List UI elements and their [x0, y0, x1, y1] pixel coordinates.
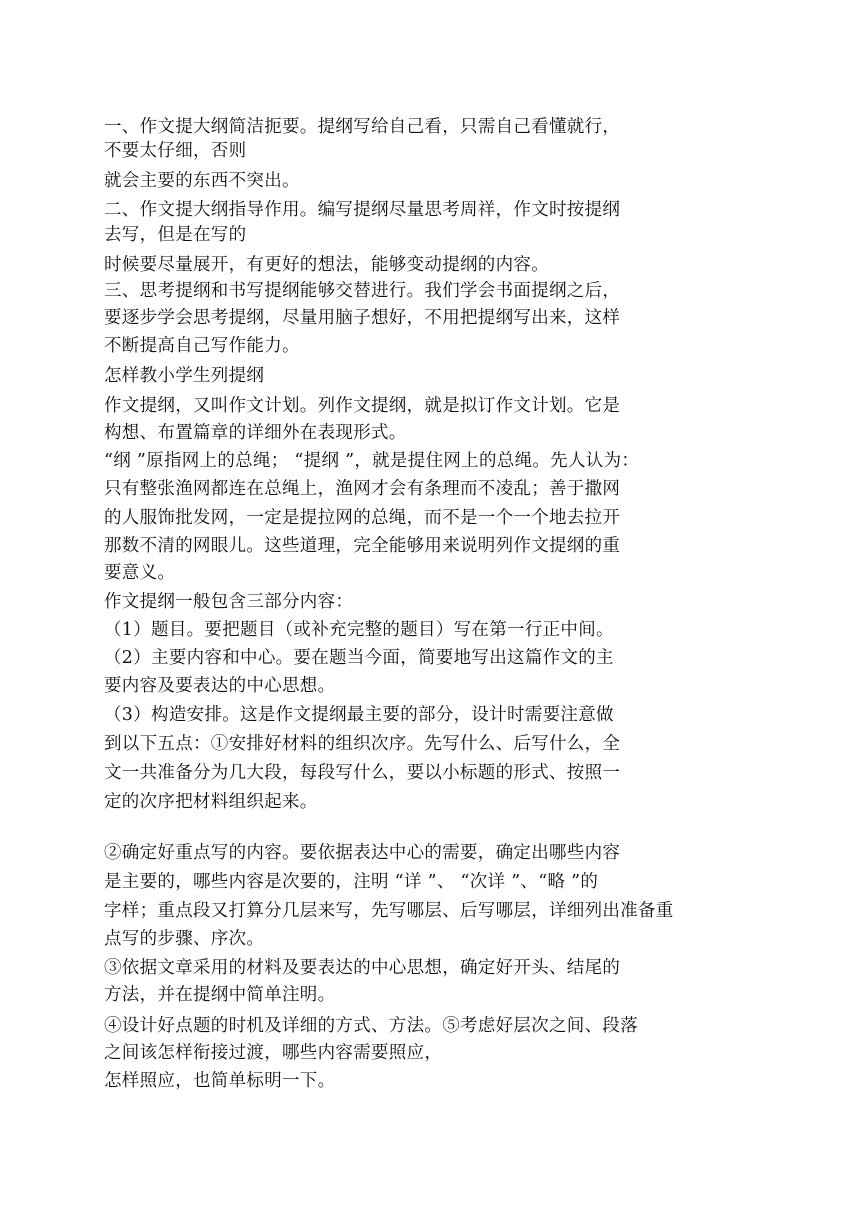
text-line: 之间该怎样衔接过渡，哪些内容需要照应， [104, 1043, 443, 1063]
text-line: 只有整张渔网都连在总绳上，渔网才会有条理而不凌乱；善于撒网 [104, 479, 621, 499]
text-line: 文一共准备分为几大段，每段写什么，要以小标题的形式、按照一 [104, 763, 621, 783]
text-line: （3）构造安排。这是作文提纲最主要的部分，设计时需要注意做 [104, 705, 614, 725]
text-line: 一、作文提大纲简洁扼要。提纲写给自己看，只需自己看懂就行， [104, 117, 621, 137]
text-line: 要内容及要表达的中心思想。 [104, 676, 336, 696]
text-line: （2）主要内容和中心。要在题当今面，简要地写出这篇作文的主 [104, 648, 614, 668]
text-line: 点写的步骤、序次。 [104, 929, 265, 949]
text-line: 时候要尽量展开，有更好的想法，能够变动提纲的内容。 [104, 255, 549, 275]
text-line: ②确定好重点写的内容。要依据表达中心的需要，确定出哪些内容 [104, 843, 621, 863]
text-line: 那数不清的网眼儿。这些道理，完全能够用来说明列作文提纲的重 [104, 536, 621, 556]
section-heading: 怎样教小学生列提纲 [104, 366, 265, 386]
text-line: 是主要的，哪些内容是次要的，注明 “详 ”、 “次详 ”、“略 ”的 [104, 872, 599, 892]
text-line: 不要太仔细，否则 [104, 141, 247, 161]
text-line: 作文提纲，又叫作文计划。列作文提纲，就是拟订作文计划。它是 [104, 396, 621, 416]
text-line: 定的次序把材料组织起来。 [104, 792, 318, 812]
text-line: 方法，并在提纲中简单注明。 [104, 985, 336, 1005]
text-line: ③依据文章采用的材料及要表达的中心思想，确定好开头、结尾的 [104, 958, 621, 978]
text-line: 到以下五点：①安排好材料的组织次序。先写什么、后写什么，全 [104, 734, 621, 754]
text-line: 去写，但是在写的 [104, 225, 247, 245]
text-line: 作文提纲一般包含三部分内容： [104, 592, 354, 612]
text-line: 字样；重点段又打算分几层来写，先写哪层、后写哪层，详细列出准备重 [104, 901, 674, 921]
text-line: 三、思考提纲和书写提纲能够交替进行。我们学会书面提纲之后， [104, 281, 621, 301]
text-line: 二、作文提大纲指导作用。编写提纲尽量思考周祥，作文时按提纲 [104, 200, 621, 220]
text-line: 要意义。 [104, 563, 176, 583]
text-line: 要逐步学会思考提纲，尽量用脑子想好，不用把提纲写出来，这样 [104, 308, 621, 328]
text-line: 不断提高自己写作能力。 [104, 336, 300, 356]
text-line: “纲 ”原指网上的总绳； “提纲 ”，就是提住网上的总绳。先人认为： [104, 451, 640, 471]
text-line: 就会主要的东西不突出。 [104, 171, 300, 191]
text-line: 怎样照应，也简单标明一下。 [104, 1071, 336, 1091]
text-line: ④设计好点题的时机及详细的方式、方法。⑤考虑好层次之间、段落 [104, 1016, 638, 1036]
text-line: 构想、布置篇章的详细外在表现形式。 [104, 423, 407, 443]
text-line: （1）题目。要把题目（或补充完整的题目）写在第一行正中间。 [104, 620, 614, 640]
text-line: 的人服饰批发网，一定是提拉网的总绳，而不是一个一个地去拉开 [104, 508, 621, 528]
